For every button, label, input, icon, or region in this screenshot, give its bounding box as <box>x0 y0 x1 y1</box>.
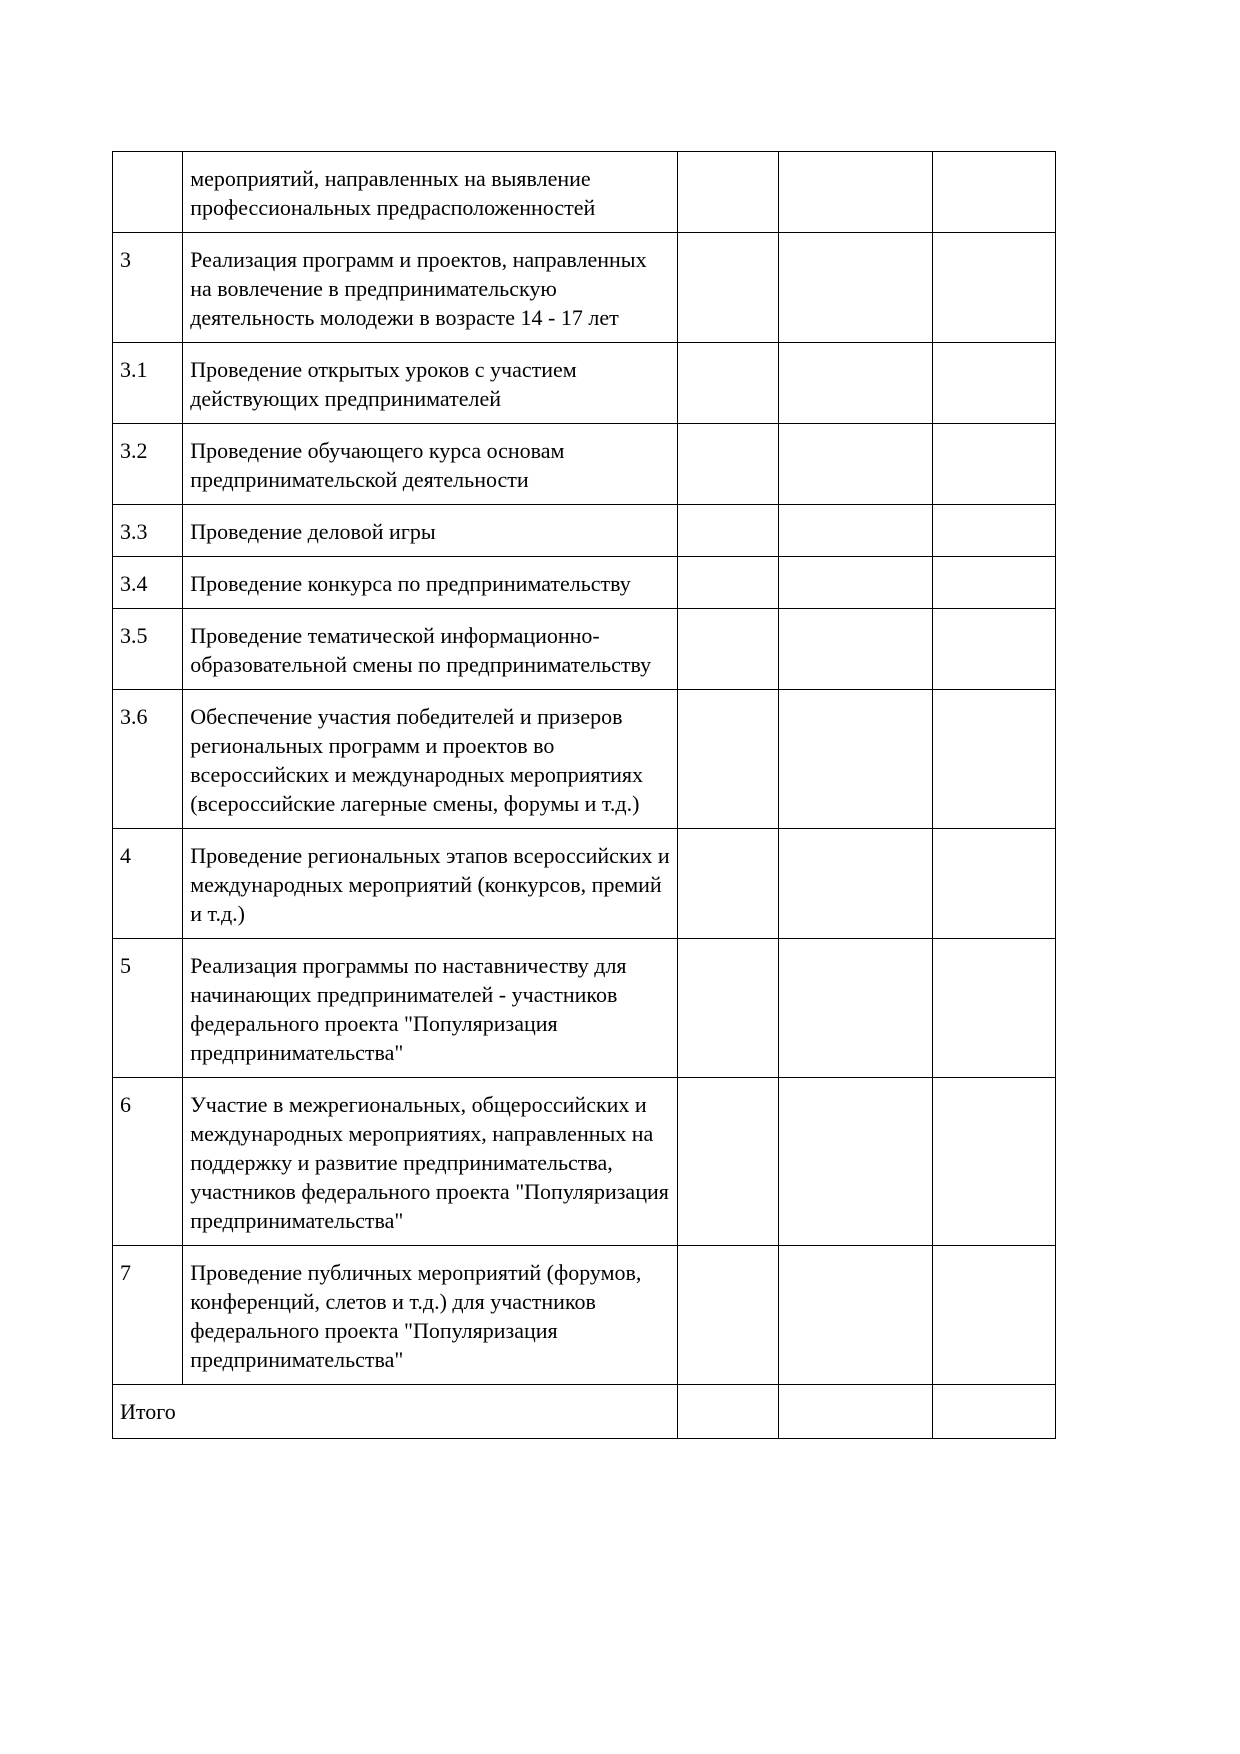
empty-cell-col3 <box>677 1246 778 1385</box>
row-number-cell: 3.6 <box>113 690 183 829</box>
table-row <box>113 690 1056 829</box>
empty-cell-col5 <box>932 557 1055 609</box>
table-row <box>113 939 1056 1078</box>
empty-cell-col5 <box>932 1246 1055 1385</box>
empty-cell-col3 <box>677 829 778 939</box>
empty-cell-col4 <box>779 557 932 609</box>
total-row <box>113 1385 1056 1439</box>
activity-name: Участие в межрегиональных, общероссийских и международных мероприятиях, направленных на поддержку и развитие предпринимательства, участников федерального проекта "Популяризация предпринимательства" <box>190 1092 669 1233</box>
activity-name: Обеспечение участия победителей и призеров региональных программ и проектов во всероссийских и международных мероприятиях (всероссийские лагерные смены, форумы и т.д.) <box>190 704 643 816</box>
empty-cell-col5 <box>932 829 1055 939</box>
empty-cell-col4 <box>779 343 932 424</box>
empty-cell-col5 <box>932 424 1055 505</box>
activity-name-cell <box>183 505 678 557</box>
activity-name: Проведение открытых уроков с участием действующих предпринимателей <box>190 357 577 411</box>
empty-cell-col3 <box>677 505 778 557</box>
empty-cell-col3 <box>677 152 778 233</box>
activity-name: Проведение тематической информационно-образовательной смены по предпринимательству <box>190 623 652 677</box>
empty-cell-col5 <box>932 1078 1055 1246</box>
empty-cell-col5 <box>932 505 1055 557</box>
total-empty-cell-col5 <box>932 1385 1055 1439</box>
empty-cell-col4 <box>779 829 932 939</box>
activity-name-cell <box>183 690 678 829</box>
total-label: Итого <box>113 1385 678 1439</box>
empty-cell-col4 <box>779 152 932 233</box>
empty-cell-col4 <box>779 1078 932 1246</box>
activities-table <box>112 151 1056 1439</box>
row-number-cell: 4 <box>113 829 183 939</box>
row-number-cell: 3.4 <box>113 557 183 609</box>
row-number-cell: 3.5 <box>113 609 183 690</box>
activity-name: Реализация программ и проектов, направленных на вовлечение в предпринимательскую деятельность молодежи в возрасте 14 - 17 лет <box>190 247 647 330</box>
table-row <box>113 505 1056 557</box>
activity-name-cell <box>183 939 678 1078</box>
empty-cell-col4 <box>779 505 932 557</box>
activity-name: Проведение конкурса по предпринимательству <box>190 571 631 596</box>
empty-cell-col5 <box>932 939 1055 1078</box>
row-number-cell: 3.2 <box>113 424 183 505</box>
table-row <box>113 829 1056 939</box>
empty-cell-col3 <box>677 690 778 829</box>
table-row <box>113 1246 1056 1385</box>
empty-cell-col3 <box>677 1078 778 1246</box>
row-number-cell <box>113 152 183 233</box>
empty-cell-col4 <box>779 424 932 505</box>
activity-name: мероприятий, направленных на выявление профессиональных предрасположенностей <box>190 166 596 220</box>
activity-name-cell <box>183 829 678 939</box>
row-number-cell: 5 <box>113 939 183 1078</box>
activity-name-cell <box>183 233 678 343</box>
table-row <box>113 557 1056 609</box>
table-row <box>113 609 1056 690</box>
activity-name: Реализация программы по наставничеству для начинающих предпринимателей - участников федерального проекта "Популяризация предпринимательства" <box>190 953 627 1065</box>
activity-name-cell <box>183 152 678 233</box>
empty-cell-col5 <box>932 152 1055 233</box>
empty-cell-col5 <box>932 233 1055 343</box>
activity-name: Проведение публичных мероприятий (форумов, конференций, слетов и т.д.) для участников федерального проекта "Популяризация предпринимательства" <box>190 1260 642 1372</box>
row-number-cell: 3.1 <box>113 343 183 424</box>
empty-cell-col5 <box>932 690 1055 829</box>
activity-name: Проведение региональных этапов всероссийских и международных мероприятий (конкурсов, премий и т.д.) <box>190 843 670 926</box>
row-number-cell: 3 <box>113 233 183 343</box>
table-row <box>113 424 1056 505</box>
row-number-cell: 6 <box>113 1078 183 1246</box>
empty-cell-col5 <box>932 609 1055 690</box>
table-row <box>113 1078 1056 1246</box>
activity-name-cell <box>183 557 678 609</box>
empty-cell-col4 <box>779 690 932 829</box>
empty-cell-col4 <box>779 1246 932 1385</box>
empty-cell-col3 <box>677 557 778 609</box>
empty-cell-col3 <box>677 233 778 343</box>
activity-name-cell <box>183 343 678 424</box>
table-row <box>113 343 1056 424</box>
table-row <box>113 152 1056 233</box>
activity-name-cell <box>183 1246 678 1385</box>
empty-cell-col3 <box>677 609 778 690</box>
activity-name-cell <box>183 609 678 690</box>
row-number-cell: 7 <box>113 1246 183 1385</box>
activity-name: Проведение обучающего курса основам предпринимательской деятельности <box>190 438 565 492</box>
activity-name-cell <box>183 424 678 505</box>
row-number-cell: 3.3 <box>113 505 183 557</box>
empty-cell-col3 <box>677 343 778 424</box>
empty-cell-col5 <box>932 343 1055 424</box>
empty-cell-col4 <box>779 939 932 1078</box>
activity-name: Проведение деловой игры <box>190 519 436 544</box>
empty-cell-col3 <box>677 424 778 505</box>
table-row <box>113 233 1056 343</box>
activity-name-cell <box>183 1078 678 1246</box>
empty-cell-col3 <box>677 939 778 1078</box>
total-empty-cell-col3 <box>677 1385 778 1439</box>
empty-cell-col4 <box>779 609 932 690</box>
total-empty-cell-col4 <box>779 1385 932 1439</box>
empty-cell-col4 <box>779 233 932 343</box>
